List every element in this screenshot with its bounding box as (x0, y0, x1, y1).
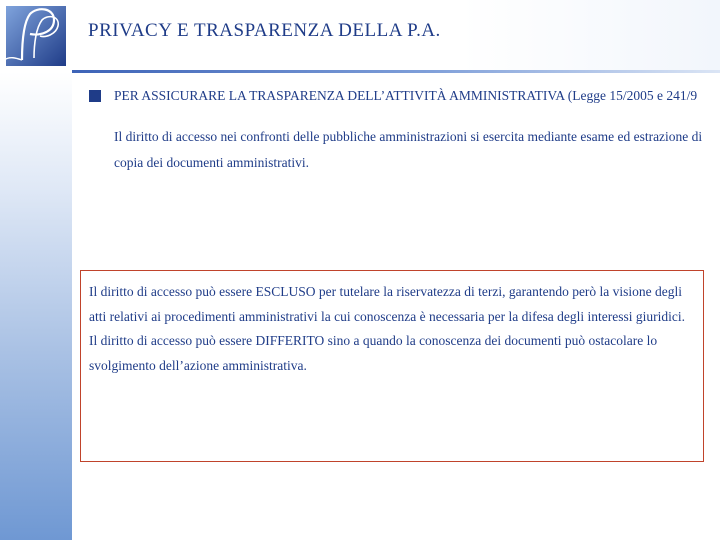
section-heading: PER ASSICURARE LA TRASPARENZA DELL’ATTIVITÀ AMMINISTRATIVA (Legge 15/2005 e 241/9 (114, 88, 698, 103)
left-decorative-bar (0, 72, 72, 540)
note-box (80, 270, 704, 462)
note-paragraph-deferred: Il diritto di accesso può essere DIFFERITO sino a quando la conoscenza dei documenti può ostacolare lo svolgimento dell’azione amministrativa. (89, 333, 658, 373)
logo (0, 0, 72, 72)
logo-monogram-icon (0, 0, 72, 72)
page-title: PRIVACY E TRASPARENZA DELLA P.A. (88, 20, 441, 41)
title-divider (72, 70, 720, 73)
square-bullet-icon (89, 90, 101, 102)
note-paragraph-excluded: Il diritto di accesso può essere ESCLUSO per tutelare la riservatezza di terzi, garantendo però la visione degli atti relativi ai procedimenti amministrativi la cui conoscenza è necessaria per la difesa degli interessi giuridici. (89, 284, 686, 324)
section-body-text: Il diritto di accesso nei confronti delle pubbliche amministrazioni si esercita mediante esame ed estrazione di copia dei documenti amministrativi. (114, 129, 703, 170)
